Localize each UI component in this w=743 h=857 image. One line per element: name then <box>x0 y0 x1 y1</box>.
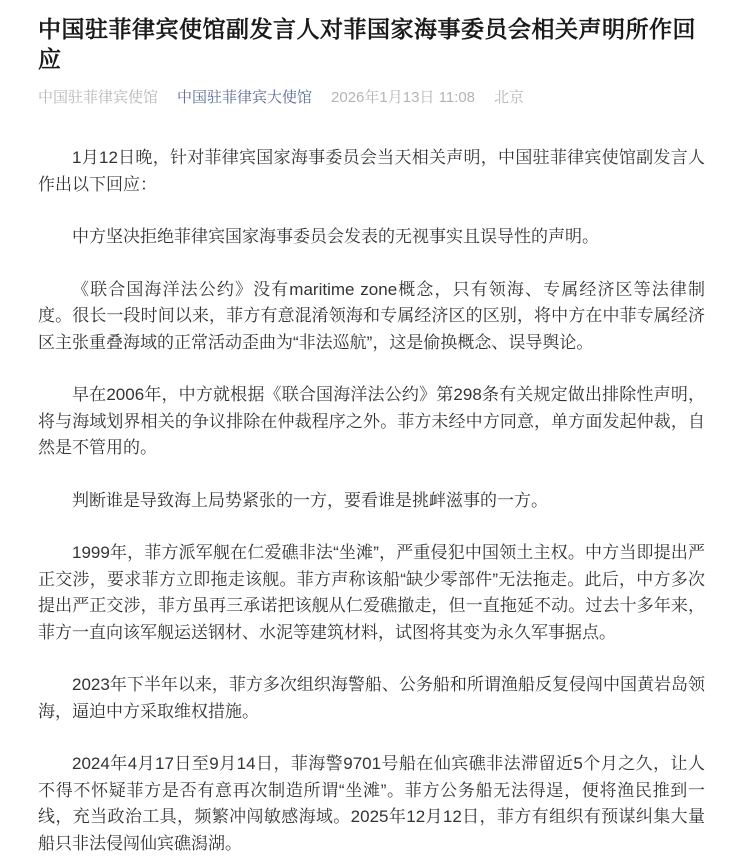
paragraph-4: 早在2006年，中方就根据《联合国海洋法公约》第298条有关规定做出排除性声明，将与海域划界相关的争议排除在仲裁程序之外。菲方未经中方同意，单方面发起仲裁，自然是不管用的。 <box>38 385 705 457</box>
paragraph-7: 2023年下半年以来，菲方多次组织海警船、公务船和所谓渔船反复侵闯中国黄岩岛领海，逼迫中方采取维权措施。 <box>38 675 705 721</box>
paragraph-5: 判断谁是导致海上局势紧张的一方，要看谁是挑衅滋事的一方。 <box>72 490 548 510</box>
author-account-name: 中国驻菲律宾使馆 <box>38 89 159 106</box>
paragraph-3: 《联合国海洋法公约》没有maritime zone概念，只有领海、专属经济区等法律制度。很长一段时间以来，菲方有意混淆领海和专属经济区的区别，将中方在中菲专属经济区主张重叠海域的正常活动歪曲为“非法巡航”，这是偷换概念、误导舆论。 <box>38 279 705 352</box>
article-content <box>38 108 705 857</box>
paragraph-2: 中方坚决拒绝菲律宾国家海事委员会发表的无视事实且误导性的声明。 <box>72 227 599 246</box>
official-account-link[interactable]: 中国驻菲律宾大使馆 <box>177 89 313 106</box>
paragraph-8: 2024年4月17日至9月14日，菲海警9701号船在仙宾礁非法滞留近5个月之久，让人不得不怀疑菲方是否有意再次制造所谓“坐滩”。菲方公务船无法得逞，便将渔民推到一线，充当政治工具，频繁冲闯敏感海域。2025年12月12日，菲方有组织有预谋纠集大量船只非法侵闯仙宾礁潟湖。 <box>38 754 705 853</box>
paragraph-6: 1999年，菲方派军舰在仁爱礁非法“坐滩”，严重侵犯中国领土主权。中方当即提出严正交涉，要求菲方立即拖走该舰。菲方声称该船“缺少零部件”无法拖走。此后，中方多次提出严正交涉，菲方虽再三承诺把该舰从仁爱礁撤走，但一直拖延不动。过去十多年来，菲方一直向该军舰运送钢材、水泥等建筑材料，试图将其变为永久军事据点。 <box>38 543 705 642</box>
publish-datetime: 2026年1月13日 11:08 <box>331 89 476 106</box>
page-title: 中国驻菲律宾使馆副发言人对菲国家海事委员会相关声明所作回应 <box>38 16 696 72</box>
paragraph-1: 1月12日晚，针对菲律宾国家海事委员会当天相关声明，中国驻菲律宾使馆副发言人作出以下回应： <box>38 148 705 194</box>
publish-location: 北京 <box>494 89 525 106</box>
article-meta <box>38 88 705 108</box>
